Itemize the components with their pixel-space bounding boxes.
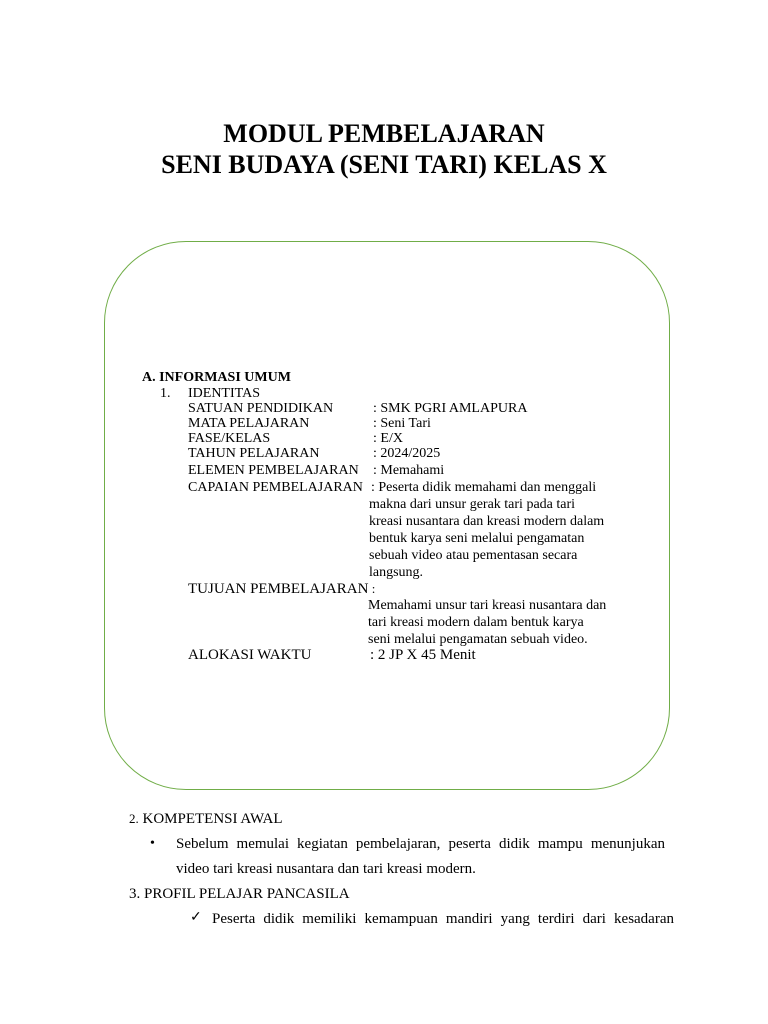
row-label-elemen: ELEMEN PEMBELAJARAN [188, 463, 359, 478]
row-value-fase: : E/X [373, 431, 403, 446]
tujuan-colon: : [368, 581, 376, 596]
section-a-heading: A. INFORMASI UMUM [142, 370, 291, 385]
alokasi-value: : 2 JP X 45 Menit [370, 647, 476, 663]
section2-number: 2. [129, 811, 139, 826]
tujuan-label-text: TUJUAN PEMBELAJARAN [188, 581, 369, 597]
row-label-tahun: TAHUN PELAJARAN [188, 446, 320, 461]
document-title-line2: SENI BUDAYA (SENI TARI) KELAS X [161, 150, 607, 179]
tujuan-label [188, 580, 375, 598]
row-value-capaian: : Peserta didik memahami dan menggali [371, 480, 597, 495]
identitas-number: 1. [160, 386, 171, 401]
tujuan-line: seni melalui pengamatan sebuah video. [368, 632, 588, 647]
section3-heading: 3. PROFIL PELAJAR PANCASILA [129, 886, 350, 902]
document-title-line1: MODUL PEMBELAJARAN [223, 119, 545, 148]
section2-title: KOMPETENSI AWAL [138, 811, 283, 827]
row-value-elemen: : Memahami [373, 463, 445, 478]
row-value-mapel: : Seni Tari [373, 416, 431, 431]
capaian-line: bentuk karya seni melalui pengamatan [369, 531, 585, 546]
row-label-satuan: SATUAN PENDIDIKAN [188, 401, 334, 416]
row-value-tahun: : 2024/2025 [373, 446, 441, 461]
section2-paragraph-line2: video tari kreasi nusantara dan tari kreasi modern. [176, 861, 476, 877]
section3-paragraph-line1: Peserta didik memiliki kemampuan mandiri yang terdiri dari kesadaran [212, 911, 674, 927]
capaian-line: sebuah video atau pementasan secara [369, 548, 578, 563]
capaian-line: kreasi nusantara dan kreasi modern dalam [369, 514, 605, 529]
tujuan-line: Memahami unsur tari kreasi nusantara dan [368, 598, 607, 613]
section2-heading [129, 810, 283, 828]
row-label-fase: FASE/KELAS [188, 431, 271, 446]
capaian-line: langsung. [369, 565, 424, 580]
tujuan-line: tari kreasi modern dalam bentuk karya [368, 615, 584, 630]
row-label-mapel: MATA PELAJARAN [188, 416, 310, 431]
identitas-label: IDENTITAS [188, 386, 260, 401]
section2-paragraph-line1: Sebelum memulai kegiatan pembelajaran, peserta didik mampu menunjukan [176, 836, 665, 852]
checkmark-icon: ✓ [190, 910, 202, 925]
row-value-satuan: : SMK PGRI AMLAPURA [373, 401, 528, 416]
bullet-icon: • [150, 836, 155, 851]
row-label-capaian: CAPAIAN PEMBELAJARAN [188, 480, 363, 495]
capaian-line: makna dari unsur gerak tari pada tari [369, 497, 576, 512]
alokasi-label: ALOKASI WAKTU [188, 647, 312, 663]
